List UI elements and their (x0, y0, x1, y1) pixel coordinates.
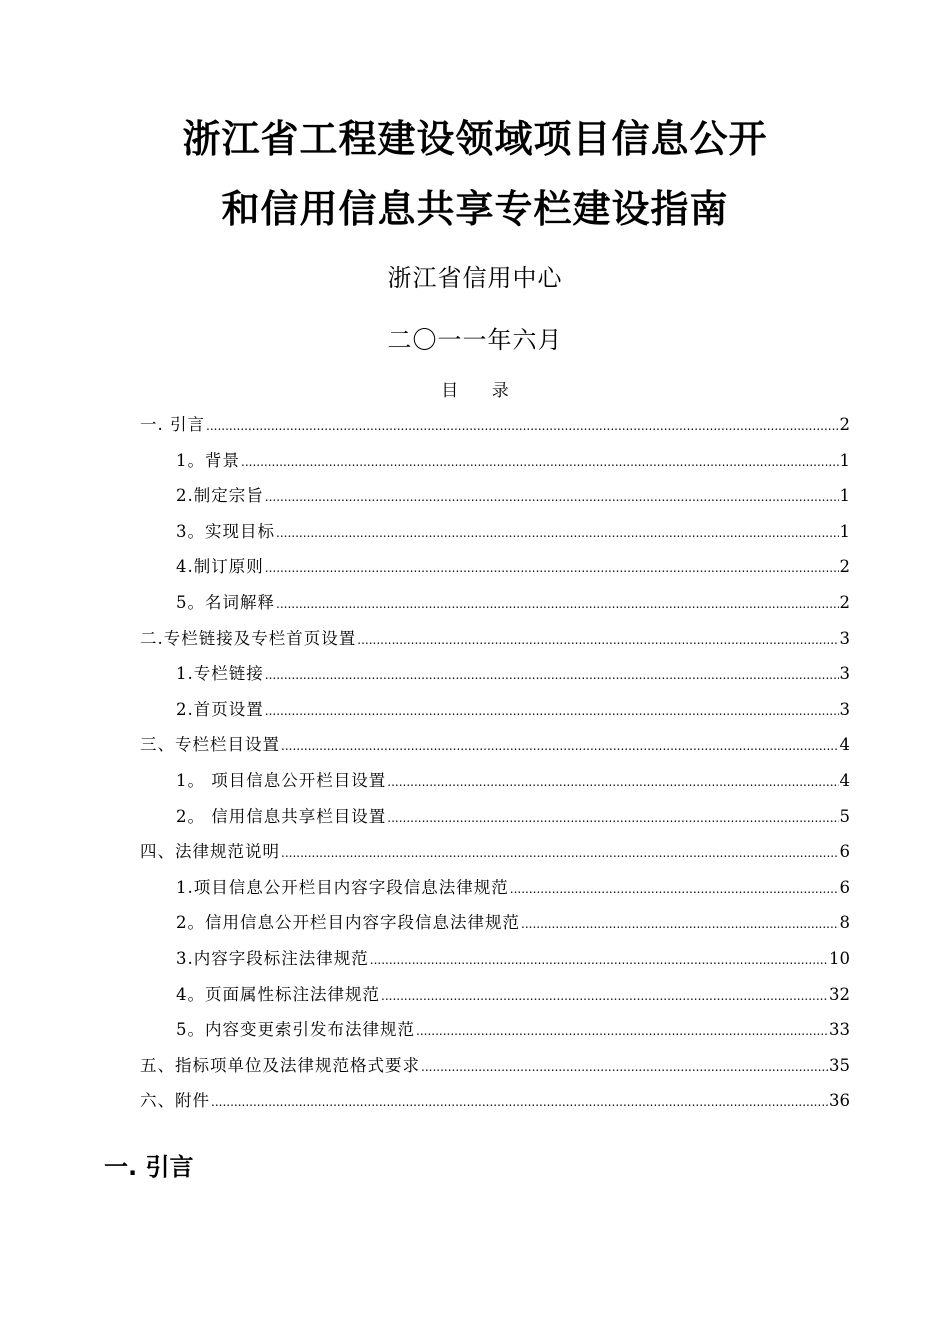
toc-entry-page-number: 6 (839, 842, 850, 862)
publication-date: 二〇一一年六月 (387, 326, 563, 354)
toc-dot-leader (510, 878, 839, 900)
toc-entry-page-number: 6 (839, 877, 850, 897)
toc-entry-title: 五、指标项单位及法律规范格式要求 (140, 1055, 420, 1075)
toc-entry-title: 3.内容字段标注法律规范 (176, 949, 369, 968)
toc-entry-title: 1.专栏链接 (176, 664, 264, 684)
toc-entry[interactable] (176, 521, 850, 543)
toc-entry-title: 1。背景 (176, 450, 240, 470)
toc-dot-leader (265, 557, 839, 579)
toc-entry-title: 一. 引言 (140, 415, 205, 434)
toc-dot-leader (276, 522, 839, 544)
toc-dot-leader (211, 1091, 828, 1113)
toc-entry-page-number: 4 (839, 735, 850, 755)
toc-entry-page-number: 36 (829, 1091, 850, 1111)
toc-entry[interactable] (176, 663, 850, 685)
toc-entry-title: 1.项目信息公开栏目内容字段信息法律规范 (176, 877, 509, 897)
toc-entry-page-number: 2 (839, 415, 850, 434)
toc-dot-leader (357, 629, 838, 651)
toc-dot-leader (281, 842, 839, 864)
toc-entry-title: 六、附件 (140, 1091, 210, 1111)
toc-entry[interactable] (176, 450, 850, 472)
toc-entry-title: 四、法律规范说明 (140, 842, 280, 862)
toc-entry[interactable] (140, 628, 850, 650)
toc-dot-leader (421, 1056, 828, 1078)
toc-dot-leader (265, 700, 839, 722)
toc-entry-title: 3。实现目标 (176, 521, 275, 541)
toc-entry-page-number: 33 (829, 1020, 850, 1040)
toc-dot-leader (265, 486, 839, 508)
toc-entry-title: 1。 项目信息公开栏目设置 (176, 771, 387, 790)
toc-entry[interactable] (176, 770, 850, 792)
toc-dot-leader (416, 1020, 828, 1042)
toc-entry[interactable] (140, 841, 850, 863)
issuing-organization: 浙江省信用中心 (387, 264, 563, 292)
toc-entry[interactable] (176, 877, 850, 899)
toc-entry-title: 4.制订原则 (176, 557, 264, 577)
toc-entry[interactable] (176, 485, 850, 507)
toc-entry-page-number: 2 (839, 557, 850, 577)
toc-entry[interactable] (176, 699, 850, 721)
toc-dot-leader (265, 664, 839, 686)
toc-entry[interactable] (140, 734, 850, 756)
toc-entry-page-number: 1 (839, 521, 850, 541)
toc-entry-title: 2。信用信息公开栏目内容字段信息法律规范 (176, 913, 520, 933)
toc-heading: 目 录 (441, 381, 523, 401)
toc-dot-leader (387, 807, 838, 829)
toc-entry-title: 5。名词解释 (176, 593, 275, 612)
toc-entry-title: 2。 信用信息共享栏目设置 (176, 806, 387, 826)
toc-entry[interactable] (176, 556, 850, 578)
toc-entry[interactable] (176, 592, 850, 614)
section-heading: 一. 引言 (104, 1153, 194, 1181)
toc-dot-leader (521, 913, 839, 935)
toc-entry-title: 2.制定宗旨 (176, 486, 264, 506)
toc-entry[interactable] (140, 1055, 850, 1077)
toc-entry[interactable] (140, 414, 850, 436)
toc-dot-leader (206, 415, 839, 437)
toc-entry-title: 二.专栏链接及专栏首页设置 (140, 628, 357, 648)
toc-entry-page-number: 2 (839, 593, 850, 612)
toc-entry-page-number: 3 (839, 664, 850, 684)
toc-entry[interactable] (140, 1090, 850, 1112)
toc-entry-page-number: 32 (829, 984, 850, 1004)
toc-entry[interactable] (176, 948, 850, 970)
toc-entry[interactable] (176, 912, 850, 934)
toc-entry-title: 5。内容变更索引发布法律规范 (176, 1020, 415, 1040)
toc-entry-title: 4。页面属性标注法律规范 (176, 984, 380, 1004)
toc-entry-title: 三、专栏栏目设置 (140, 735, 280, 755)
toc-dot-leader (241, 451, 839, 473)
document-title-line-1: 浙江省工程建设领域项目信息公开 (182, 117, 768, 161)
toc-entry[interactable] (176, 1019, 850, 1041)
toc-entry[interactable] (176, 806, 850, 828)
toc-dot-leader (276, 593, 839, 615)
toc-entry[interactable] (176, 984, 850, 1006)
toc-dot-leader (381, 985, 828, 1007)
toc-dot-leader (370, 949, 828, 971)
toc-entry-page-number: 35 (829, 1055, 850, 1075)
toc-entry-page-number: 10 (829, 949, 850, 968)
toc-entry-title: 2.首页设置 (176, 699, 264, 719)
toc-entry-page-number: 5 (839, 806, 850, 826)
toc-entry-page-number: 3 (839, 699, 850, 719)
toc-entry-page-number: 3 (839, 628, 850, 648)
document-title-line-2: 和信用信息共享专栏建设指南 (221, 187, 729, 231)
toc-entry-page-number: 8 (839, 913, 850, 933)
toc-dot-leader (387, 771, 838, 793)
toc-entry-page-number: 1 (839, 450, 850, 470)
toc-entry-page-number: 4 (839, 771, 850, 790)
toc-dot-leader (281, 735, 839, 757)
toc-entry-page-number: 1 (839, 486, 850, 506)
